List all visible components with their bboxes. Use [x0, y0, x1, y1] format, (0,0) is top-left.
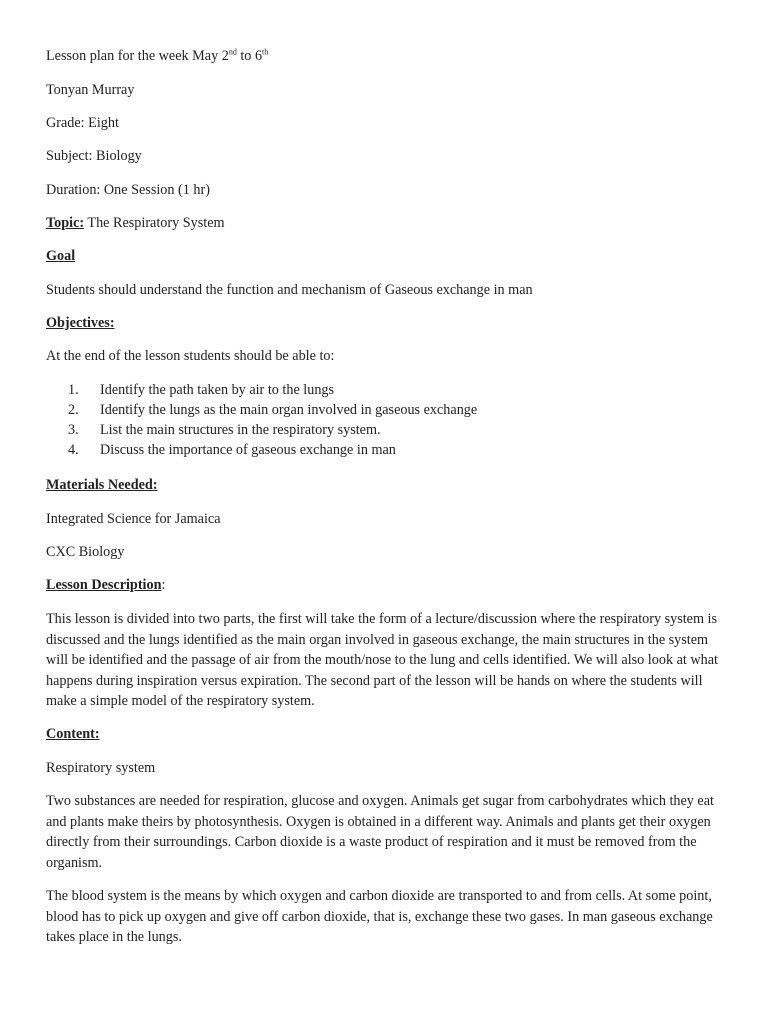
- list-text: Identify the lungs as the main organ involved in gaseous exchange: [100, 402, 478, 418]
- title-superscript-th: th: [262, 47, 269, 57]
- author-name: Tonyan Murray: [46, 82, 135, 98]
- lesson-description-heading: Lesson Description: [46, 577, 162, 593]
- title-text: Lesson plan for the week May 2: [46, 48, 229, 64]
- material-item: CXC Biology: [46, 544, 125, 560]
- list-number: 2.: [68, 402, 79, 418]
- title-text-mid: to 6: [236, 48, 263, 64]
- duration-line: Duration: One Session (1 hr): [46, 182, 210, 198]
- list-item: [46, 381, 334, 399]
- document-title: [46, 47, 268, 65]
- content-subheading: Respiratory system: [46, 760, 156, 776]
- content-paragraph: The blood system is the means by which oxygen and carbon dioxide are transported to and from cells. At some point, blood has to pick up oxygen and give off carbon dioxide, that is, exchange these two gases. In man gaseous exchange takes place in the lungs.: [46, 888, 713, 945]
- list-text: Identify the path taken by air to the lungs: [100, 382, 335, 398]
- goal-heading: Goal: [46, 248, 76, 264]
- list-text: List the main structures in the respiratory system.: [100, 422, 381, 438]
- subject-line: Subject: Biology: [46, 148, 142, 164]
- materials-heading: Materials Needed:: [46, 477, 158, 493]
- topic-line: [46, 214, 225, 232]
- objectives-heading: Objectives:: [46, 315, 115, 331]
- topic-value: The Respiratory System: [84, 215, 225, 231]
- list-number: 3.: [68, 422, 79, 438]
- list-item: [46, 401, 477, 419]
- topic-label: Topic:: [46, 215, 85, 231]
- content-paragraph: Two substances are needed for respiration, glucose and oxygen. Animals get sugar from carbohydrates which they eat and plants make theirs by photosynthesis. Oxygen is obtained in a different way. Animals and plants get their oxygen directly from their surroundings. Carbon dioxide is a waste product of respiration and it must be removed from the organism.: [46, 793, 714, 871]
- lesson-description-heading-line: [46, 576, 165, 594]
- lesson-description-text: This lesson is divided into two parts, the first will take the form of a lecture/discussion where the respiratory system is discussed and the lungs identified as the main organ involved in gaseous exchange, the main structures in the system will be identified and the passage of air from the mouth/nose to the lung and cells identified. We will also look at what happens during inspiration versus expiration. The second part of the lesson will be hands on where the students will make a simple model of the respiratory system.: [46, 611, 718, 709]
- grade-line: Grade: Eight: [46, 115, 119, 131]
- objectives-intro: At the end of the lesson students should be able to:: [46, 348, 335, 364]
- heading-colon: :: [161, 577, 166, 593]
- list-item: [46, 441, 396, 459]
- list-item: [46, 421, 381, 439]
- goal-text: Students should understand the function and mechanism of Gaseous exchange in man: [46, 282, 533, 298]
- content-heading: Content:: [46, 726, 100, 742]
- list-number: 1.: [68, 382, 79, 398]
- title-superscript-nd: nd: [228, 47, 237, 57]
- list-number: 4.: [68, 442, 79, 458]
- list-text: Discuss the importance of gaseous exchange in man: [100, 442, 396, 458]
- material-item: Integrated Science for Jamaica: [46, 511, 221, 527]
